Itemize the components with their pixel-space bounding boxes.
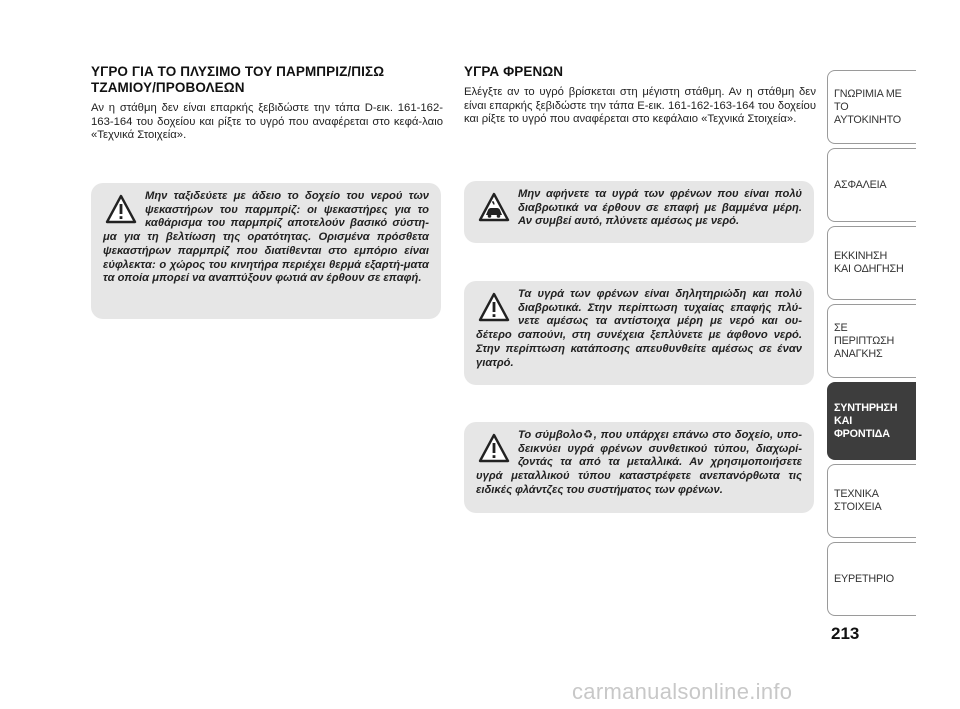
tab-label: ΤΕΧΝΙΚΑ ΣΤΟΙΧΕΙΑ	[834, 488, 882, 513]
toxic-warning	[464, 281, 814, 385]
synthetic-fluid-warning	[464, 422, 814, 513]
tab-getting-to-know[interactable]	[827, 70, 916, 144]
washer-fluid-warning	[91, 183, 441, 319]
warning-triangle-icon	[105, 194, 137, 224]
tab-starting-driving[interactable]	[827, 226, 916, 300]
right-column	[464, 64, 816, 127]
warning-triangle-icon	[478, 292, 510, 322]
washer-fluid-text: Αν η στάθμη δεν είναι επαρκής ξεβιδώστε την τάπα D-εικ. 161-162-163-164 του δοχείου και ρίξτε το υγρό που αναφέρεται στο κεφά-λαιο «Τεχνικά Στοιχεία».	[91, 102, 443, 142]
warning-triangle-icon	[478, 433, 510, 463]
paint-warning-text: Μην αφήνετε τα υγρά των φρένων που είναι πολύ διαβρωτικά να έρθουν σε επαφή με βαμμένα μέρη. Αν συμβεί αυτό, πλύνετε αμέσως με νερό.	[518, 188, 802, 228]
synthetic-fluid-warning-text	[476, 429, 802, 498]
tab-label: ΑΣΦΑΛΕΙΑ	[834, 178, 887, 191]
tab-label: ΣΥΝΤΗΡΗΣΗ ΚΑΙ ΦΡΟΝΤΙΔΑ	[834, 401, 898, 440]
tab-technical-data[interactable]	[827, 464, 916, 538]
tab-maintenance[interactable]	[827, 382, 916, 460]
note-prefix: Το σύμβολο	[518, 429, 583, 441]
tab-label: ΓΝΩΡΙΜΙΑ ΜΕ ΤΟ ΑΥΤΟΚΙΝΗΤΟ	[834, 87, 902, 126]
watermark: carmanualsonline.info	[572, 679, 793, 704]
tab-label: ΕΥΡΕΤΗΡΙΟ	[834, 572, 894, 585]
tab-label: ΕΚΚΙΝΗΣΗ ΚΑΙ ΟΔΗΓΗΣΗ	[834, 250, 904, 275]
tab-index[interactable]	[827, 542, 916, 616]
tab-emergency[interactable]	[827, 304, 916, 378]
paint-warning	[464, 181, 814, 243]
left-column	[91, 64, 443, 143]
car-paint-icon	[478, 192, 510, 222]
tab-label: ΣΕ ΠΕΡΙΠΤΩΣΗ ΑΝΑΓΚΗΣ	[834, 321, 895, 360]
brake-fluid-heading: ΥΓΡΑ ΦΡΕΝΩΝ	[464, 64, 564, 79]
washer-fluid-heading: ΥΓΡΟ ΓΙΑ ΤΟ ΠΛΥΣΙΜΟ ΤΟΥ ΠΑΡΜΠΡΙΖ/ΠΙΣΩ ΤΖΑΜΙΟΥ/ΠΡΟΒΟΛΕΩΝ	[91, 64, 385, 95]
washer-fluid-warning-text: Μην ταξιδεύετε με άδειο το δοχείο του νερού των ψεκαστήρων του παρμπρίζ: οι ψεκαστήρες για το καθάρισμα του παρμπρίζ αποτελούν βασικό σύστη-μα για τη βελτίωση της ορατότητας. Ορισμένα πρόσθετα ψεκαστήρων παρμπρίζ που διατίθενται στο εμπόριο είναι εύφλεκτα: ο χώρος του κινητήρα περιέχει θερμά εξαρτή-ματα τα οποία μπορεί να αναπτύξουν φωτιά αν έρθουν σε επαφή.	[103, 190, 429, 285]
note-suffix: , που υπάρχει επάνω στο δοχείο, υπο-δεικνύει υγρά φρένων συνθετικού τύπου, διαχωρί-ζοντάς τα από τα μεταλλικά. Αν χρησιμοποιήσετε υγρά μεταλλικού τύπου καταστρέφετε ανεπανόρθωτα τις ειδικές φλάντζες του συστήματος των φρένων.	[476, 429, 802, 496]
page-number: 213	[831, 624, 860, 643]
brake-fluid-text: Ελέγξτε αν το υγρό βρίσκεται στη μέγιστη στάθμη. Αν η στάθμη δεν είναι επαρκής ξεβιδώστε την τάπα E-εικ. 161-162-163-164 του δοχείου και ρίξτε το υγρό που αναφέρεται στο κεφάλαιο «Τεχνικά Στοιχεία».	[464, 86, 816, 126]
tab-safety[interactable]	[827, 148, 916, 222]
synthetic-symbol-icon: ♻	[582, 429, 594, 441]
toxic-warning-text: Τα υγρά των φρένων είναι δηλητηριώδη και πολύ διαβρωτικά. Στην περίπτωση τυχαίας επαφής πλύ-νετε αμέσως τα αντίστοιχα μέρη με νερό και ου-δέτερο σαπούνι, στη συνέχεια ξεπλύνετε με άφθονο νερό. Στην περίπτωση κατάποσης απευθυνθείτε αμέσως σε έναν γιατρό.	[476, 288, 802, 369]
